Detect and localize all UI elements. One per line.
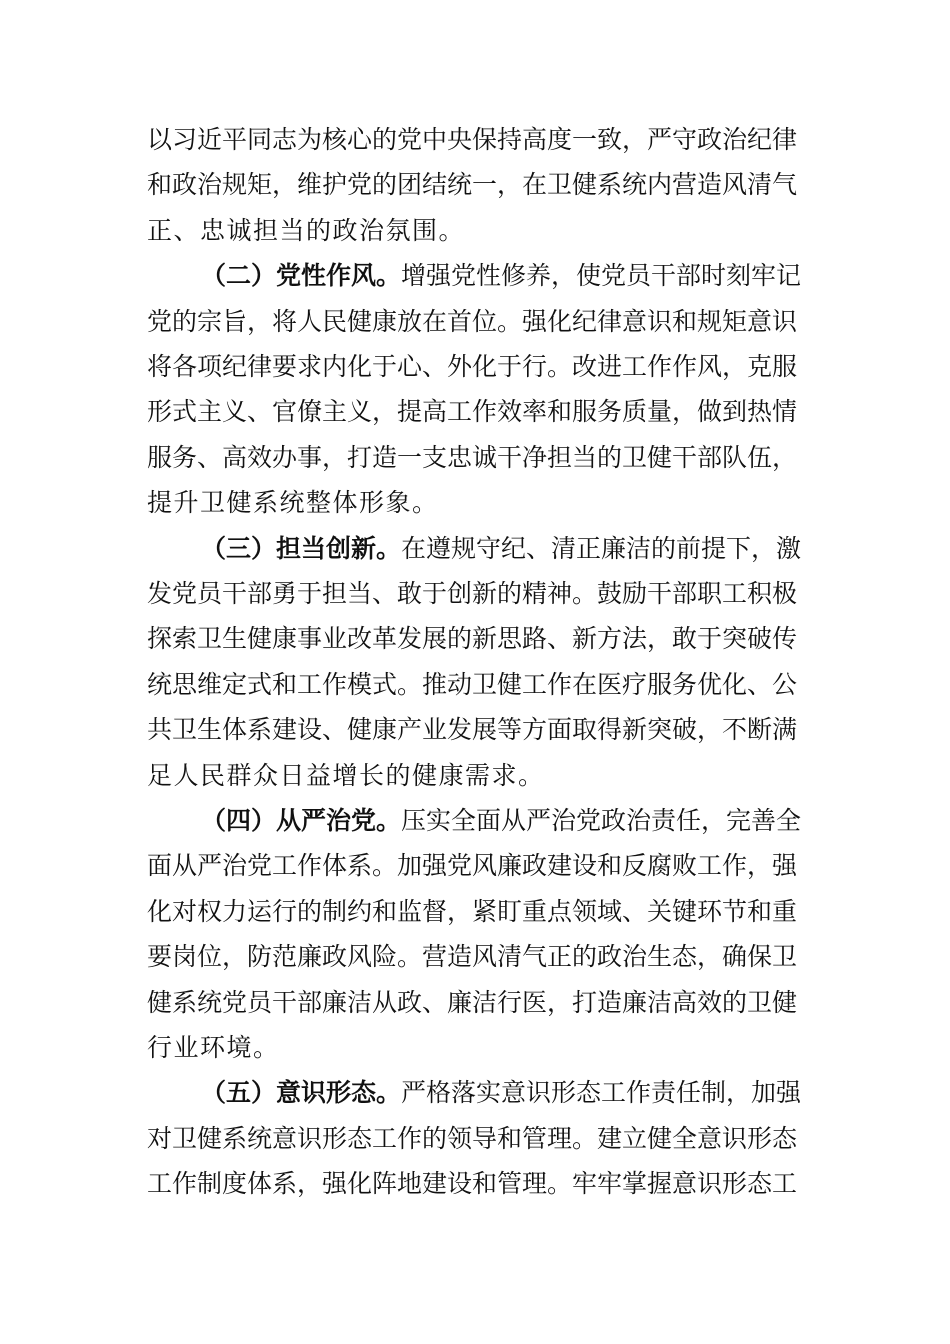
body-text-line (147, 986, 817, 1020)
section-heading: （四）从严治党。 (201, 806, 402, 835)
line-text: 提升卫健系统整体形象。 (147, 488, 439, 517)
line-text: 严格落实意识形态工作责任制，加强 (401, 1078, 802, 1107)
body-text-line (147, 350, 817, 384)
body-text-line (147, 214, 817, 248)
line-text: 在遵规守纪、清正廉洁的前提下，激 (401, 534, 802, 563)
section-heading: （二）党性作风。 (201, 261, 402, 290)
line-text: 正、忠诚担当的政治氛围。 (147, 216, 466, 245)
body-text-line (147, 895, 817, 929)
body-text-line (147, 622, 817, 656)
body-text-line (147, 395, 817, 429)
line-text: 和政治规矩，维护党的团结统一，在卫健系统内营造风清气 (147, 170, 798, 199)
line-text: 足人民群众日益增长的健康需求。 (147, 761, 545, 790)
line-text: 要岗位，防范廉政风险。营造风清气正的政治生态，确保卫 (147, 942, 798, 971)
line-text: 增强党性修养，使党员干部时刻牢记 (401, 261, 802, 290)
body-text-line (147, 441, 817, 475)
body-text-line (147, 305, 817, 339)
line-text: 将各项纪律要求内化于心、外化于行。改进工作作风，克服 (147, 352, 798, 381)
line-text: 党的宗旨，将人民健康放在首位。强化纪律意识和规矩意识 (147, 307, 798, 336)
section-heading: （五）意识形态。 (201, 1078, 402, 1107)
body-text-line (147, 849, 817, 883)
line-text: 对卫健系统意识形态工作的领导和管理。建立健全意识形态 (147, 1124, 798, 1153)
body-text-line (147, 123, 817, 157)
line-text: 探索卫生健康事业改革发展的新思路、新方法，敢于突破传 (147, 624, 798, 653)
body-text-line (147, 1167, 817, 1201)
line-text: 服务、高效办事，打造一支忠诚干净担当的卫健干部队伍， (147, 443, 798, 472)
line-text: 行业环境。 (147, 1033, 280, 1062)
body-text-line (147, 759, 817, 793)
body-text-line (147, 486, 817, 520)
line-text: 健系统党员干部廉洁从政、廉洁行医，打造廉洁高效的卫健 (147, 988, 798, 1017)
body-text-line (147, 168, 817, 202)
body-text-line (147, 577, 817, 611)
line-text: 形式主义、官僚主义，提高工作效率和服务质量，做到热情 (147, 397, 798, 426)
body-text-line (147, 1122, 817, 1156)
line-text: 共卫生体系建设、健康产业发展等方面取得新突破，不断满 (147, 715, 798, 744)
line-text: 以习近平同志为核心的党中央保持高度一致，严守政治纪律 (147, 125, 798, 154)
line-text: 压实全面从严治党政治责任，完善全 (401, 806, 802, 835)
line-text: 工作制度体系，强化阵地建设和管理。牢牢掌握意识形态工 (147, 1169, 798, 1198)
body-text-line (147, 713, 817, 747)
line-text: 统思维定式和工作模式。推动卫健工作在医疗服务优化、公 (147, 670, 798, 699)
section-heading-line (201, 259, 817, 293)
line-text: 发党员干部勇于担当、敢于创新的精神。鼓励干部职工积极 (147, 579, 798, 608)
section-heading-line (201, 1076, 817, 1110)
section-heading-line (201, 532, 817, 566)
line-text: 面从严治党工作体系。加强党风廉政建设和反腐败工作，强 (147, 851, 798, 880)
line-text: 化对权力运行的制约和监督，紧盯重点领域、关键环节和重 (147, 897, 798, 926)
section-heading: （三）担当创新。 (201, 534, 402, 563)
section-heading-line (201, 804, 817, 838)
body-text-line (147, 940, 817, 974)
body-text-line (147, 668, 817, 702)
body-text-line (147, 1031, 817, 1065)
